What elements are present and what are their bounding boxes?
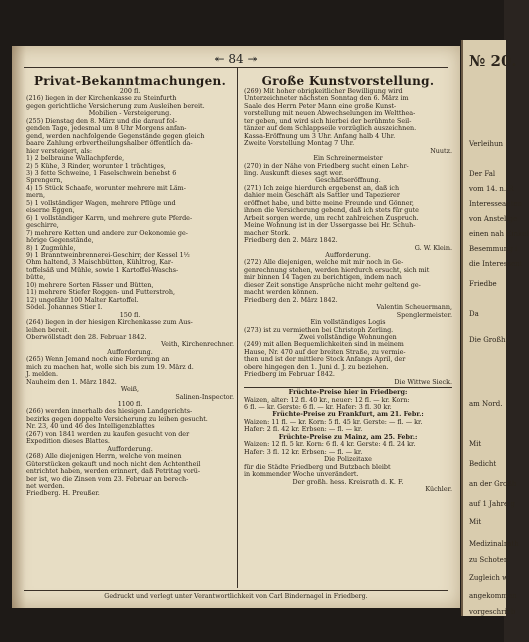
right-text-line: then und ist der mittlere Stock Anfangs April, der (244, 355, 406, 364)
right-text-line: Ein vollständiges Logis (310, 318, 386, 327)
left-column (26, 74, 234, 498)
left-text-line: gend, werden nachfolgende Gegenstände gegen gleich (26, 131, 205, 140)
left-text-line: (268) Alle diejenigen Herrn, welche von meinen (26, 452, 182, 461)
column-divider (237, 68, 238, 588)
left-text-line: mern, (26, 191, 46, 200)
left-text-line: 1) 2 belbraune Wallachpferde, (26, 154, 125, 163)
left-text-line: Aufforderung. (107, 347, 153, 356)
left-text-line: mich zu machen hat, wolle sich bis zum 19. März d. (26, 362, 194, 371)
adjacent-page-text: angekommen (469, 592, 517, 600)
right-text-line: ter geben, und wird sich hierbei der berühmte Seil- (244, 116, 412, 125)
left-text-line: 6) 1 vollständiger Karrn, und mehrere gute Pferde- (26, 213, 193, 222)
right-text-line: Unterzeichneter nächsten Sonntag den 6. März im (244, 94, 409, 103)
adjacent-page-text: Zugleich wi (469, 574, 511, 582)
left-text-line: Sprengern, (26, 176, 63, 185)
adjacent-page-text: Mit (469, 518, 482, 526)
left-text-line: 5) 1 vollständiger Wagen, mehrere Pflüge und (26, 198, 176, 207)
left-text-line: gegen gerichtliche Versicherung zum Ausleihen bereit. (26, 101, 205, 110)
left-text-line: Ohm haltend, 3 Maischbütten, Kühltrog, Kar- (26, 258, 174, 267)
adjacent-page-text: № 20. (469, 52, 517, 70)
adjacent-page-text: Der Fal (469, 170, 496, 178)
right-text-line: Friedberg den 2. März 1842. (244, 236, 338, 245)
right-text-line: (271) Ich zeige hierdurch ergebenst an, daß ich (244, 183, 400, 192)
left-text-line: 200 fl. (119, 87, 141, 95)
right-text-line: (273) ist zu vermiethen bei Christoph Zerling. (244, 325, 394, 334)
right-text-line: Waizen: 12 fl. 5 kr. Korn: 6 fl. 4 kr. Gerste: 4 fl. 24 kr. (244, 440, 416, 449)
left-text-line: ber ist, wo die Zinsen vom 23. Februar an berech- (26, 474, 189, 483)
page-number: ↞ 84 ↠ (214, 52, 258, 66)
left-text-line: geschirre, (26, 221, 59, 230)
right-text-line: (270) in der Nähe von Friedberg sucht einen Lehr- (244, 161, 409, 170)
left-text-line: hörige Gegenstände, (26, 236, 94, 245)
right-text-line: Der großh. hess. Kreisrath d. K. F. (292, 477, 404, 486)
left-text-line: Friedberg. H. Preußer. (26, 489, 100, 498)
right-text-line: Waizen: 11 fl. — kr. Korn: 5 fl. 45 kr. Gerste: — fl. — kr. (244, 417, 423, 426)
left-text-line: J. melden. (26, 370, 59, 379)
left-text-line: 8) 1 Zugmühle, (26, 243, 76, 252)
left-text-line: (264) liegen in der hiesigen Kirchenkasse zum Aus- (26, 318, 193, 327)
right-text-line: Hafer: 3 fl. 12 kr. Erbsen: — fl. — kr. (244, 447, 363, 456)
left-text-line: 9) 1 Branntweinbrennerei-Geschirr, der Kessel 1½ (26, 250, 190, 259)
right-text-line: macht werden können. (244, 288, 319, 297)
adjacent-page-text: Besemmung i (469, 245, 518, 253)
right-text-line: Hafer: 2 fl. 42 kr. Erbsen: — fl. — kr. (244, 425, 363, 434)
footer-rule (24, 590, 448, 591)
left-text-line: (267) von 1841 werden zu kaufen gesucht von der (26, 429, 190, 438)
left-text-line: Aufforderung. (107, 444, 153, 453)
adjacent-page-text: Verleihun (469, 140, 504, 148)
left-text-line: baare Zahlung erbvertheilungshalber öffentlich da- (26, 139, 193, 148)
right-text-line: Nuutz. (430, 146, 452, 155)
left-text-line: eiserne Eggen, (26, 206, 75, 215)
newspaper-page (12, 46, 460, 608)
adjacent-page-text: Die Großh (469, 336, 506, 344)
right-text-line: (269) Mit hoher obrigkeitlicher Bewilligung wird (244, 87, 403, 95)
right-text-line: ihnen die Versicherung gebend, daß ich stets für gute (244, 206, 419, 215)
right-text-line: Zwei vollständige Wohnungen (299, 332, 397, 341)
right-text-line: ling. Auskunft dieses sagt wer. (244, 168, 344, 177)
right-text-line: obere hingegen den 1. Juni d. J. zu beziehen. (244, 362, 389, 371)
left-text-line: Södel. Johannes Stier I. (26, 303, 103, 312)
left-text-line: (216) liegen in der Kirchenkasse zu Steinfurth (26, 94, 177, 103)
right-text-line: mir binnen 14 Tagen zu berichtigen, indem nach (244, 273, 402, 282)
right-text-line: Küchler. (425, 485, 452, 494)
adjacent-page-text: Friedbe (469, 280, 497, 288)
right-text-line: dieser Zeit sonstige Ansprüche nicht mehr geltend ge- (244, 280, 421, 289)
right-text-line: tänzer auf dem Schlappseile vorzüglich auszeichnen. (244, 124, 417, 133)
adjacent-page-text: von Anstellge (469, 215, 518, 223)
adjacent-page-text: auf 1 Jahre g (469, 500, 515, 508)
right-text-line: Waizen, alter: 12 fl. 40 kr., neuer: 12 fl. — kr. Korn: (244, 395, 410, 404)
right-text-line: Arbeit sorgen werde, um recht zahlreichen Zuspruch. (244, 213, 419, 222)
adjacent-page-text: vorgeschrieb (469, 608, 516, 616)
right-text-line: Friedberg den 2. März 1842. (244, 295, 338, 304)
right-text-line: eröffnet habe, und bitte meine Freunde und Gönner, (244, 198, 414, 207)
right-text-line: dahier mein Geschäft als Sattler und Tapezierer (244, 191, 400, 200)
right-text-line: 6 fl. — kr. Gerste: 6 fl. — kr. Hafer: 3 fl. 30 kr. (244, 403, 392, 412)
right-text-line: (272) Alle diejenigen, welche mit mir noch in Ge- (244, 258, 404, 267)
left-text-line: 3) 3 fette Schweine, 1 Faselschwein benebst 6 (26, 168, 177, 177)
right-text-line: Früchte-Preise zu Frankfurt, am 21. Febr.: (272, 410, 424, 419)
right-text-line: Die Wittwe Sieck. (394, 377, 452, 386)
left-text-line: Nr. 23, 40 und 46 des Intelligenzblattes (26, 422, 155, 431)
left-text-line: net werden. (26, 482, 65, 491)
left-text-line: Oberwöllstadt den 28. Februar 1842. (26, 332, 147, 341)
adjacent-page-text: zu Schoten (469, 556, 509, 564)
adjacent-page-text: Da (469, 310, 479, 318)
adjacent-page-text: am Nord. (469, 400, 503, 408)
adjacent-page-edge (461, 40, 529, 616)
adjacent-page-text: vom 14. n. R (469, 185, 514, 193)
right-text-line: macher Stork. (244, 228, 291, 237)
left-text-line: entrichtet haben, werden erinnert, daß Petritag vorü- (26, 467, 201, 476)
right-text-line: Friedberg im Februar 1842. (244, 370, 335, 379)
left-column-title: Privat-Bekanntmachungen. (33, 74, 227, 88)
left-text-line: bütte, (26, 273, 46, 282)
left-text-line: 10) mehrere Sorten Fässer und Bütten, (26, 280, 154, 289)
left-text-line: 150 fl. (119, 310, 141, 319)
right-text-line: vorstellung mit neuen Abwechselungen im Weltthea- (244, 109, 416, 118)
left-text-line: bezirks gegen doppelte Versicherung zu leihen gesucht. (26, 414, 208, 423)
left-text-line: Salinen-Inspector. (175, 392, 234, 401)
left-text-line: Mobilien - Versteigerung. (88, 109, 172, 118)
adjacent-page-text: an der Großh (469, 480, 517, 488)
left-text-line: (255) Dienstag den 8. März und die darauf fol- (26, 116, 178, 125)
left-text-line: 2) 5 Kühe, 3 Rinder, worunter 1 trächtiges, (26, 161, 166, 170)
right-text-line: Die Polizeitaxe (324, 455, 372, 464)
right-text-line: in kommender Woche unverändert. (244, 470, 359, 479)
left-text-line: Veith, Kirchenrechner. (161, 340, 234, 349)
right-text-line: Geschäftseröffnung. (315, 176, 381, 185)
adjacent-page-text: die Interessent (469, 260, 523, 268)
right-text-line: Spenglermeister. (396, 310, 452, 319)
left-text-line: Nauheim den 1. März 1842. (26, 377, 117, 386)
left-text-line: (265) Wenn Jemand noch eine Forderung an (26, 355, 170, 364)
right-text-line: Ein Schreinermeister (313, 154, 383, 163)
adjacent-page-text: Mit (469, 440, 482, 448)
right-text-line: Kassa-Eröffnung um 3 Uhr. Anfang halb 4 Uhr. (244, 131, 396, 140)
left-text-line: genden Tage, jedesmal um 8 Uhr Morgens anfan- (26, 124, 187, 133)
right-column-title: Große Kunstvorstellung. (261, 74, 435, 88)
adjacent-page-text: Medizinalrath (469, 540, 519, 548)
left-text-line: 7) mehrere Ketten und andere zur Oekonomie ge- (26, 228, 188, 237)
left-text-line: toffelsäß und Mühle, sowie 1 Kartoffel-Waschs- (26, 265, 179, 274)
right-text-line: Valentin Scheuermann, (376, 303, 452, 312)
right-text-line: Meine Wohnung ist in der Ussergasse bei Hr. Schuh- (244, 221, 416, 230)
left-text-line: leihen bereit. (26, 325, 70, 334)
left-text-line: 11) mehrere Stiefer Roggen- und Futterstroh, (26, 288, 176, 297)
left-text-line: hier versteigert, als: (26, 146, 92, 155)
left-text-line: Güterstücken gekauft und noch nicht den Achtentheil (26, 459, 201, 468)
right-text-line: (249) mit allen Bequemlichkeiten sind in meinem (244, 340, 404, 349)
right-text-line: Zweite Vorstellung Montag 7 Uhr. (244, 139, 355, 148)
right-text-line: Saale des Herrn Peter Mann eine große Kunst- (244, 101, 397, 110)
right-text-line: Früchte-Preise hier in Friedberg: (288, 388, 408, 397)
adjacent-page-text: Bedicht (469, 460, 497, 468)
right-text-line: Hause, Nr. 470 auf der breiten Straße, zu vermie- (244, 347, 406, 356)
header-rule (24, 67, 448, 68)
left-text-line: Weiß, (120, 385, 140, 394)
adjacent-page-text: einen nah Einkel (469, 230, 529, 238)
right-text-line: G. W. Klein. (414, 243, 452, 252)
right-text-line: für die Städte Friedberg und Butzbach bleibt (244, 462, 391, 471)
right-column (244, 74, 452, 493)
right-text-line: Aufforderung. (325, 250, 371, 259)
left-text-line: 12) ungefähr 100 Malter Kartoffel. (26, 295, 139, 304)
left-text-line: 1100 fl. (117, 400, 143, 409)
imprint-footer: Gedruckt und verlegt unter Verantwortlichkeit von Carl Bindernagel in Friedberg. (104, 593, 368, 600)
right-text-line: Früchte-Preise zu Mainz, am 25. Febr.: (278, 432, 418, 441)
left-text-line: Expedition dieses Blattes. (26, 437, 110, 446)
left-text-line: 4) 15 Stück Schaafe, worunter mehrere mit Läm- (26, 183, 186, 192)
adjacent-page-text: Interesseanten (469, 200, 523, 208)
right-text-line: genrechnung stehen, werden hierdurch ersucht, sich mit (244, 265, 430, 274)
left-text-line: (266) werden innerhalb des hiesigen Landgerichts- (26, 407, 193, 416)
